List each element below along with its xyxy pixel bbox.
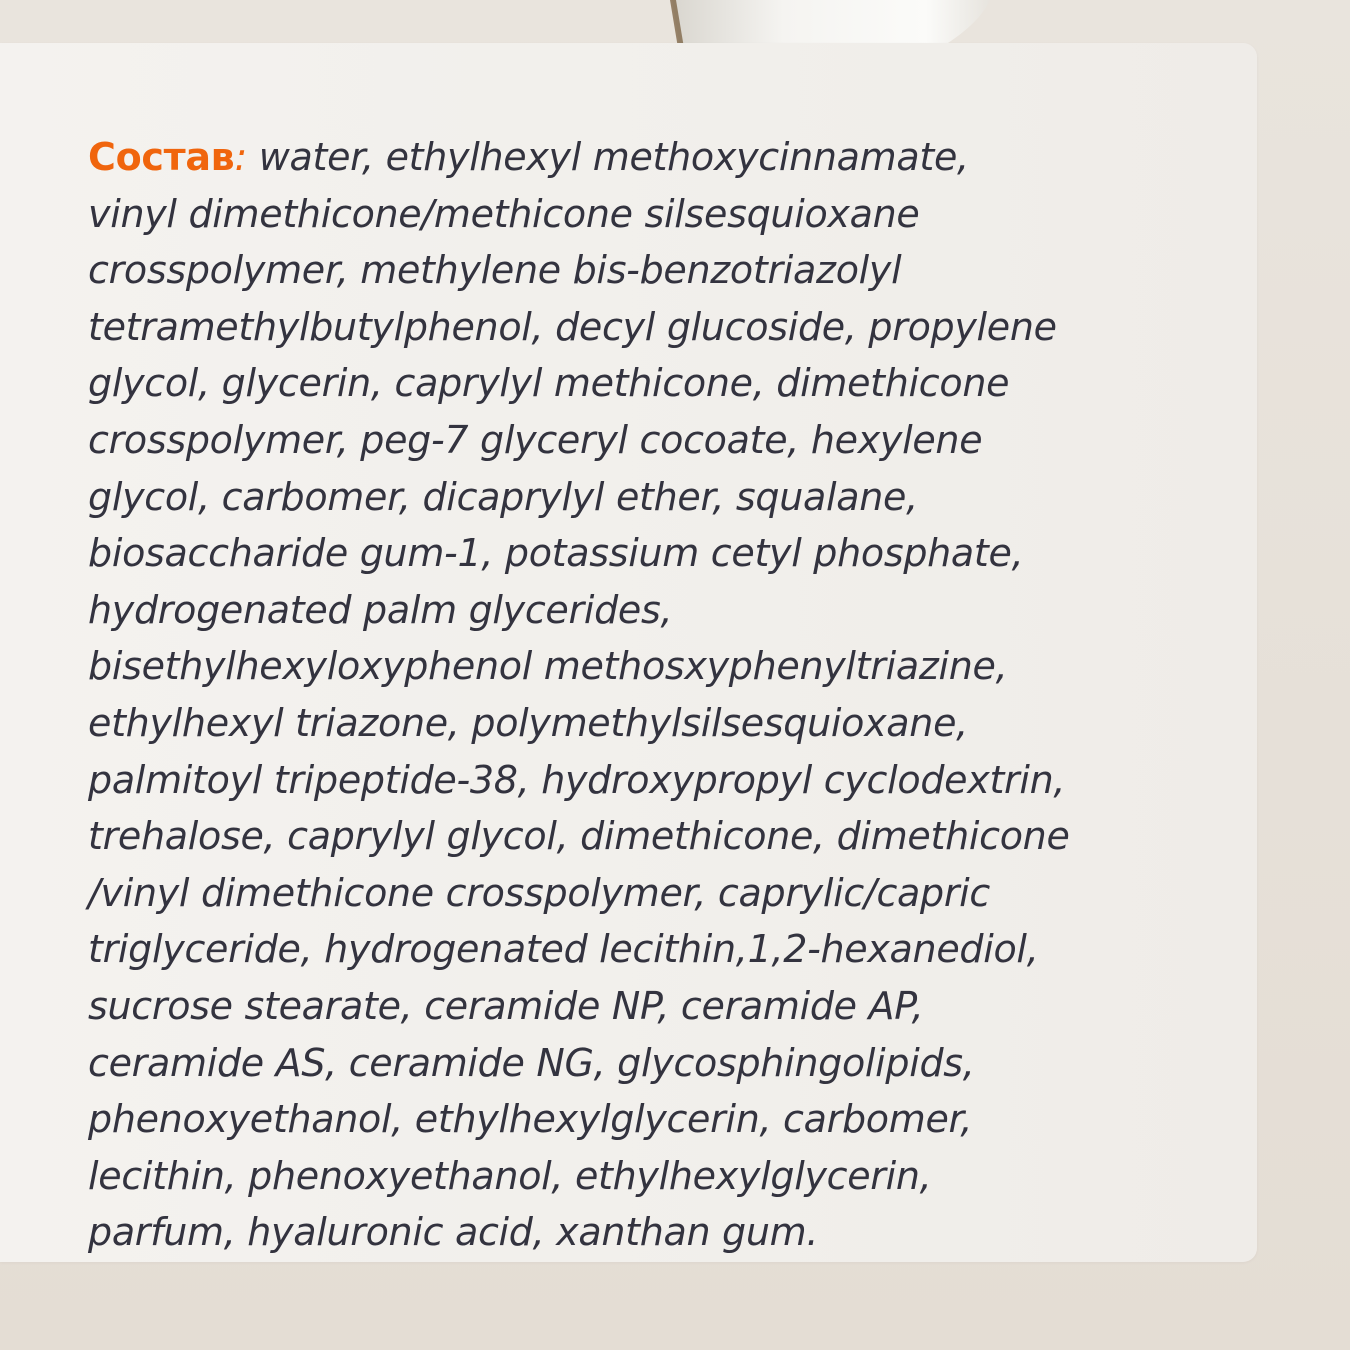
ingredients-line: crosspolymer, methylene bis-benzotriazolyl: [88, 248, 902, 293]
ingredients-line: ethylhexyl triazone, polymethylsilsesquioxane,: [88, 700, 968, 745]
ingredients-line: lecithin, phenoxyethanol, ethylhexylglycerin,: [88, 1153, 932, 1198]
ingredients-line: sucrose stearate, ceramide NP, ceramide AP,: [88, 983, 924, 1028]
ingredients-line: hydrogenated palm glycerides,: [88, 587, 673, 632]
ingredients-card: [0, 43, 1257, 1262]
ingredients-line: vinyl dimethicone/methicone silsesquioxane: [88, 191, 920, 236]
ingredients-line: palmitoyl tripeptide-38, hydroxypropyl cyclodextrin,: [88, 757, 1066, 802]
ingredients-text: [88, 129, 1228, 1261]
ingredients-line: ceramide AS, ceramide NG, glycosphingolipids,: [88, 1040, 975, 1085]
ingredients-line: phenoxyethanol, ethylhexylglycerin, carbomer,: [88, 1097, 973, 1142]
ingredients-line: glycol, glycerin, caprylyl methicone, dimethicone: [88, 361, 1010, 406]
composition-colon: :: [234, 135, 247, 179]
ingredients-line: trehalose, caprylyl glycol, dimethicone, dimethicone: [88, 814, 1070, 859]
ingredients-line: glycol, carbomer, dicaprylyl ether, squalane,: [88, 474, 918, 519]
ingredients-line: biosaccharide gum-1, potassium cetyl phosphate,: [88, 531, 1024, 576]
ingredients-line-text: water, ethylhexyl methoxycinnamate,: [246, 135, 969, 179]
ingredients-line: crosspolymer, peg-7 glyceryl cocoate, hexylene: [88, 417, 983, 462]
ingredients-line: triglyceride, hydrogenated lecithin,1,2-hexanediol,: [88, 927, 1039, 972]
composition-label: Состав: [88, 135, 235, 179]
ingredients-line: [88, 129, 1228, 186]
ingredients-line: parfum, hyaluronic acid, xanthan gum.: [88, 1210, 819, 1255]
ingredients-line: /vinyl dimethicone crosspolymer, caprylic/capric: [88, 870, 991, 915]
ingredients-line: bisethylhexyloxyphenol methosxyphenyltriazine,: [88, 644, 1008, 689]
ingredients-line: tetramethylbutylphenol, decyl glucoside, propylene: [88, 304, 1057, 349]
